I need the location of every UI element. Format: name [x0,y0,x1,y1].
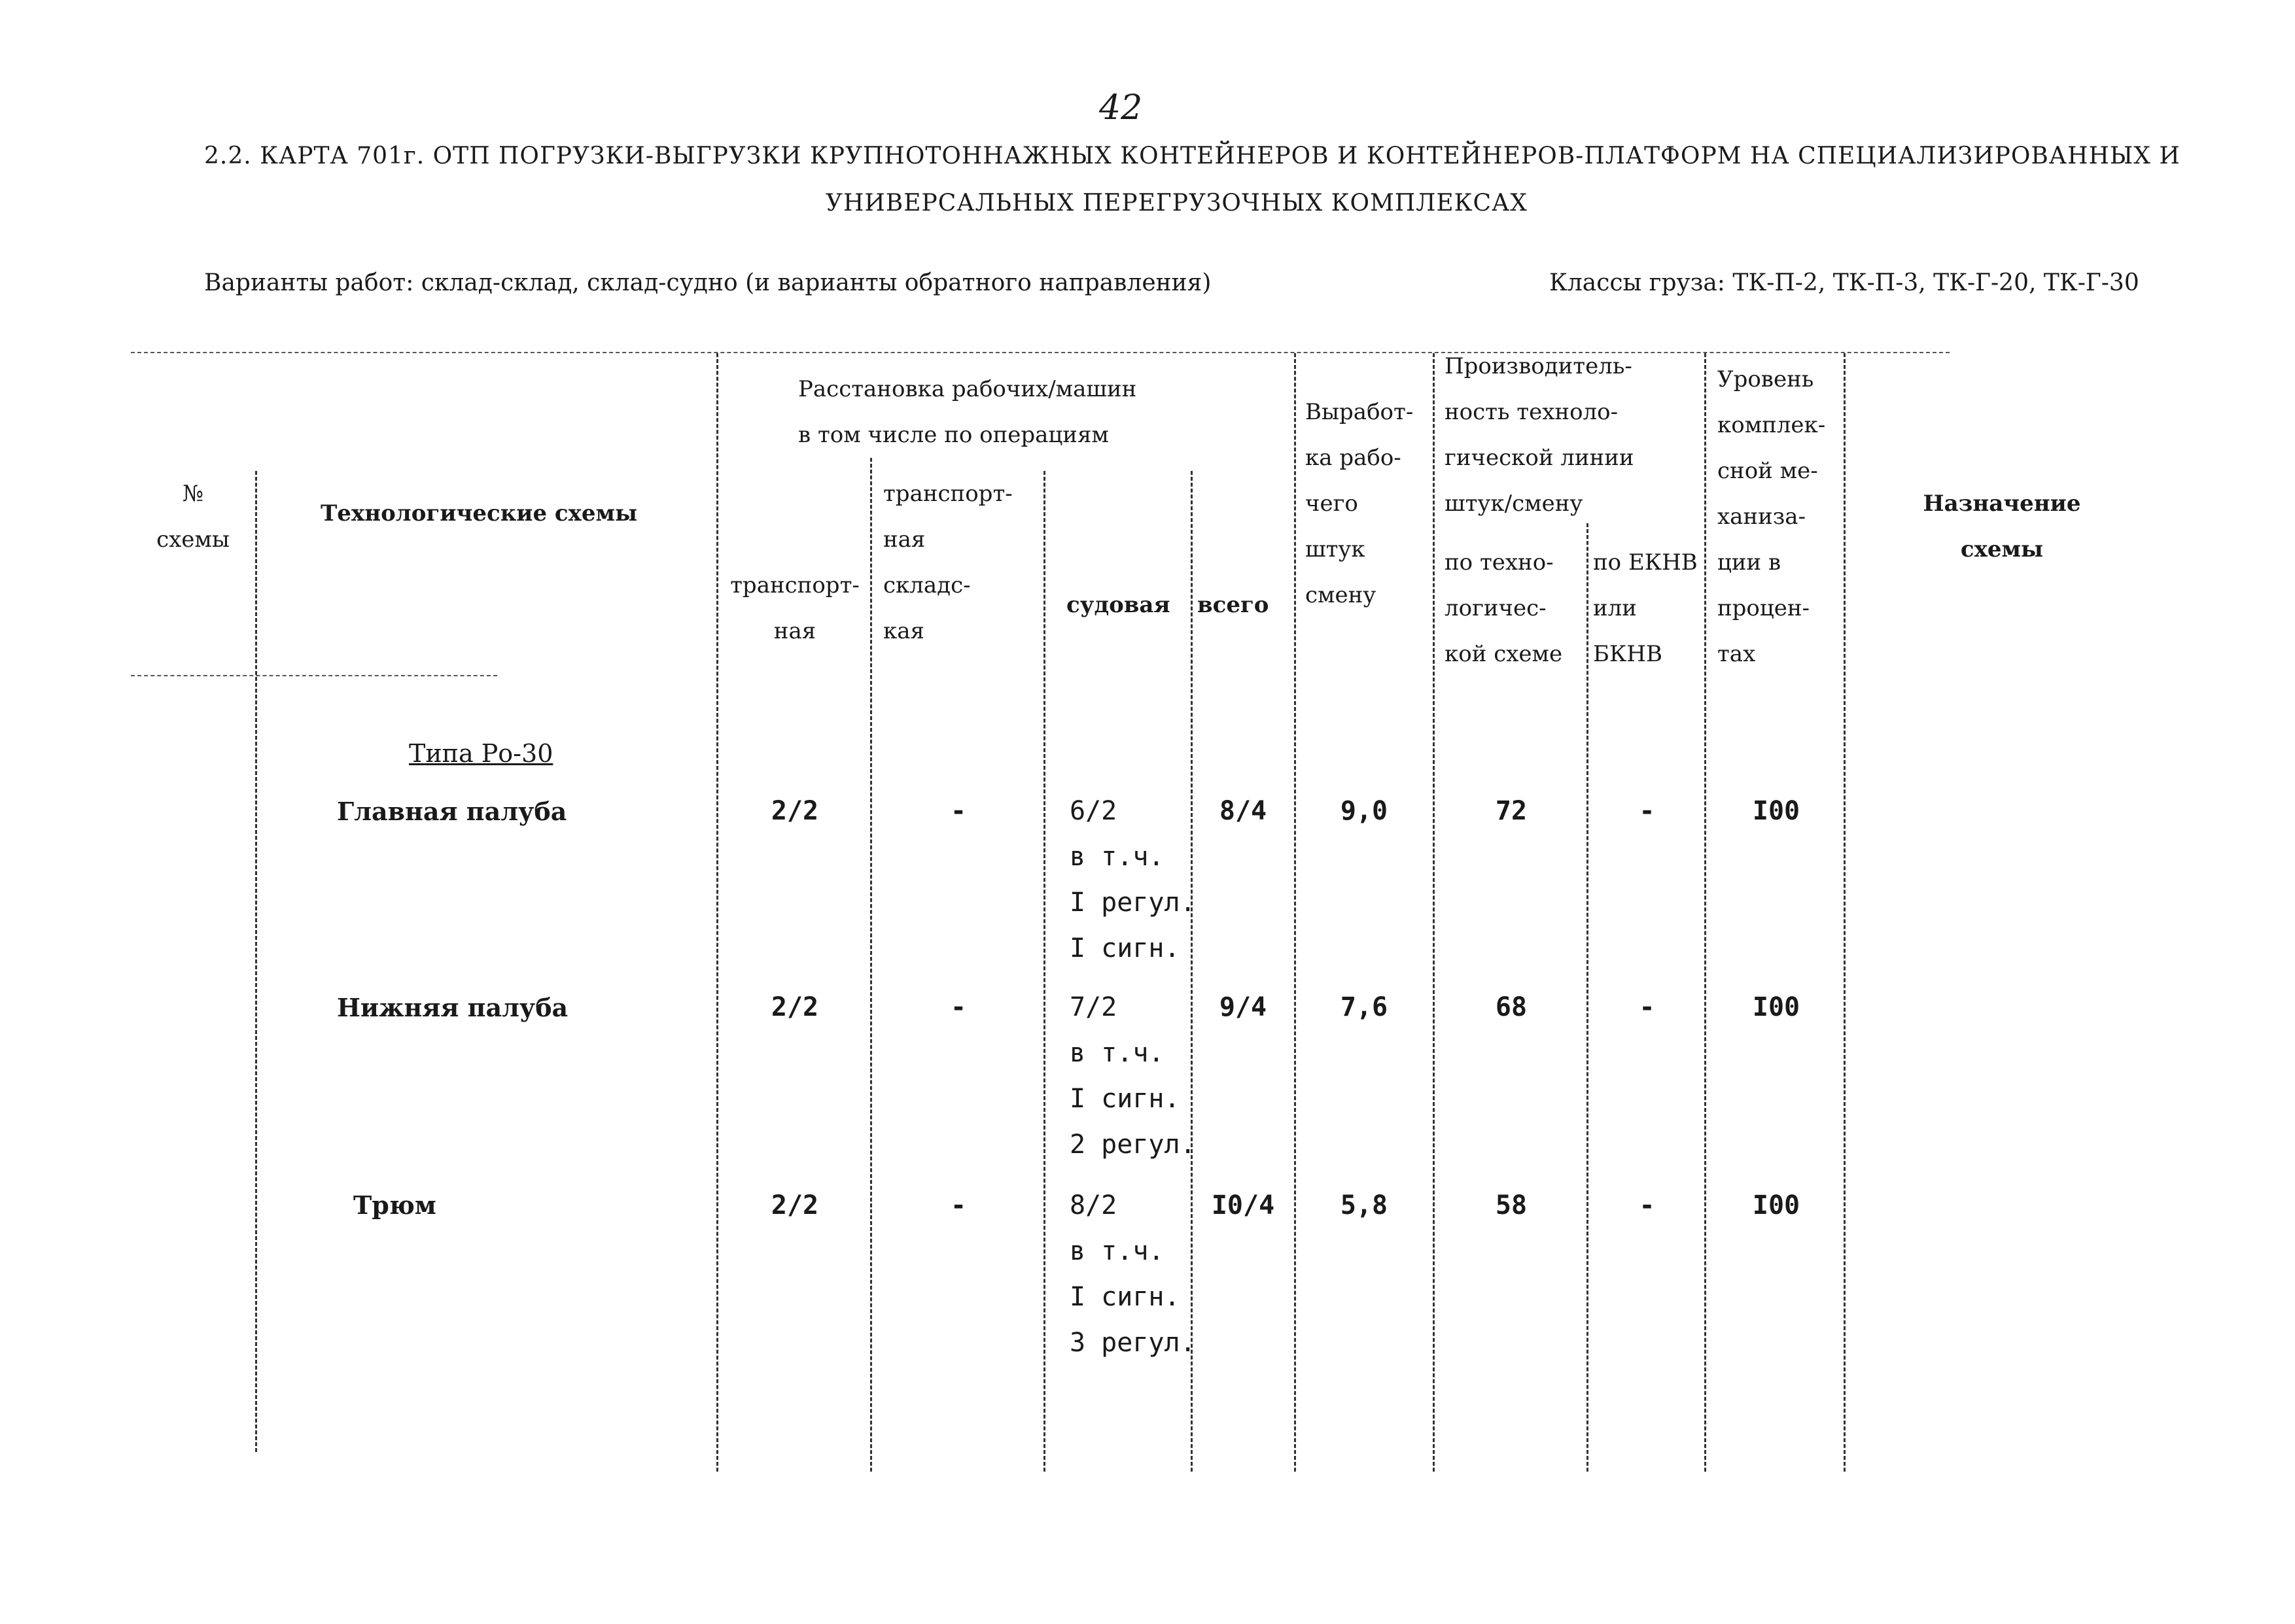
cell-total: I0/4 [1211,1190,1275,1220]
header-scheme-purpose: Назначение схемы [1923,491,2081,562]
row-name: Главная палуба [337,797,567,826]
col-divider-8 [1586,523,1588,1472]
cell-by-tech-scheme: 68 [1495,992,1528,1022]
cell-by-ekhv: - [1639,992,1655,1022]
document-title-line-2: УНИВЕРСАЛЬНЫХ ПЕРЕГРУЗОЧНЫХ КОМПЛЕКСАХ [826,190,1528,216]
work-variants: Варианты работ: склад-склад, склад-судно (и варианты обратного направления) [204,269,1212,296]
cell-ship: 7/2 в т.ч. I сигн. 2 регул. [1070,992,1196,1160]
cell-ship: 8/2 в т.ч. I сигн. 3 регул. [1070,1190,1196,1358]
header-transport-warehouse: транспорт- ная складс- кая [883,481,1013,644]
cell-mechanization: I00 [1752,1190,1800,1220]
col-divider-10 [1844,353,1846,1472]
cell-total: 9/4 [1219,992,1267,1022]
cell-by-tech-scheme: 72 [1495,796,1528,826]
cargo-classes: Классы груза: ТК-П-2, ТК-П-3, ТК-Г-20, ТК-Г-30 [1549,269,2139,296]
page-number: 42 [1099,88,1143,128]
header-total: всего [1197,592,1269,618]
header-by-ekhv: по ЕКНВ или БКНВ [1593,549,1698,667]
row-name: Нижняя палуба [337,993,569,1022]
header-by-tech-scheme: по техно- логичес- кой схеме [1445,549,1563,667]
cell-mechanization: I00 [1752,796,1800,826]
col-divider-2 [716,353,718,1472]
header-ship: судовая [1066,592,1170,618]
cell-transport-warehouse: - [950,1190,967,1220]
header-scheme-number: № схемы [156,481,230,553]
col-divider-4 [1043,471,1045,1472]
col-divider-6 [1294,353,1296,1472]
header-worker-output: Выработ- ка рабо- чего штук смену [1305,399,1414,608]
header-mechanization-level: Уровень комплек- сной ме- ханиза- ции в процен- тах [1717,366,1826,667]
cell-transport-warehouse: - [950,992,967,1022]
row-name: Трюм [353,1190,436,1220]
header-transport: транспорт- ная [730,572,860,644]
cell-total: 8/4 [1219,796,1267,826]
header-top-rule [131,352,1950,353]
cell-output: 9,0 [1340,796,1388,826]
header-worker-placement: Расстановка рабочих/машин в том числе по операциям [798,376,1137,448]
cell-mechanization: I00 [1752,992,1800,1022]
col-divider-9 [1704,353,1706,1472]
cell-by-ekhv: - [1639,1190,1655,1220]
cell-by-tech-scheme: 58 [1495,1190,1528,1220]
document-title-line-1: 2.2. КАРТА 701г. ОТП ПОГРУЗКИ-ВЫГРУЗКИ КРУПНОТОННАЖНЫХ КОНТЕЙНЕРОВ И КОНТЕЙНЕРОВ-ПЛАТФОРМ НА СПЕЦИАЛИЗИРОВАННЫХ И [204,143,2181,169]
header-bottom-rule [131,675,497,676]
cell-transport: 2/2 [771,796,819,826]
cell-by-ekhv: - [1639,796,1655,826]
col-divider-7 [1433,353,1435,1472]
cell-output: 5,8 [1340,1190,1388,1220]
col-divider-1 [255,471,257,1452]
cell-output: 7,6 [1340,992,1388,1022]
cell-ship: 6/2 в т.ч. I регул. I сигн. [1070,796,1196,963]
cell-transport: 2/2 [771,1190,819,1220]
cell-transport-warehouse: - [950,796,967,826]
header-line-productivity: Производитель- ность техноло- гической линии штук/смену [1445,353,1634,517]
col-divider-3 [870,458,872,1472]
cell-transport: 2/2 [771,992,819,1022]
header-technological-schemes: Технологические схемы [321,500,638,527]
group-label: Типа Ро-30 [409,739,553,768]
